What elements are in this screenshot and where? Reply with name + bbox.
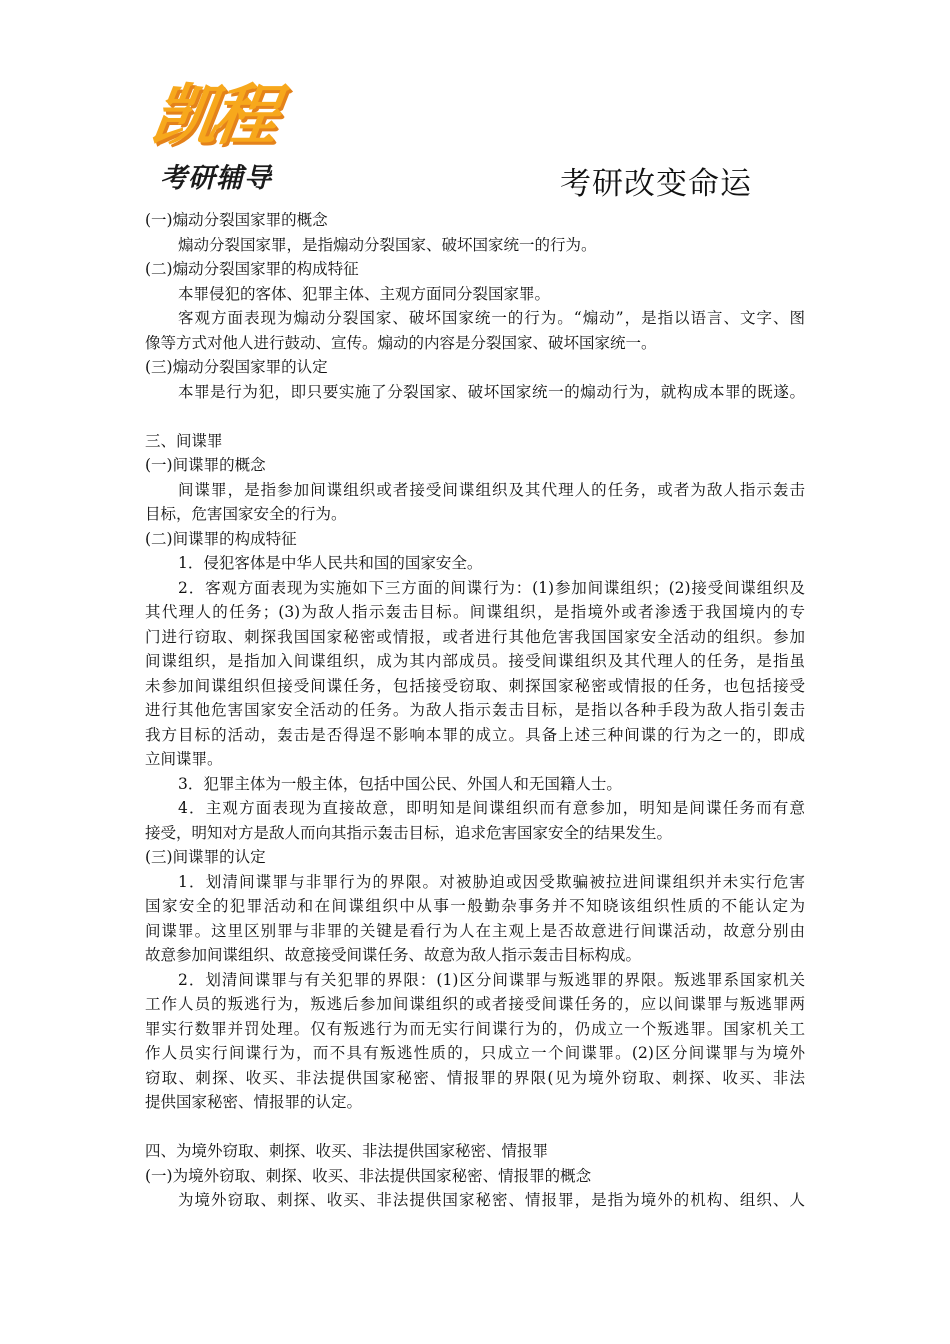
blank-line <box>145 404 805 429</box>
text-line: 本罪是行为犯，即只要实施了分裂国家、破坏国家统一的煽动行为，就构成本罪的既遂。 <box>178 382 805 401</box>
text-line: 2．划清间谍罪与有关犯罪的界限：(1)区分间谍罪与叛逃罪的界限。叛逃罪系国家机关 <box>178 970 805 989</box>
logo-brand-text: 凯程 <box>146 77 278 154</box>
text-line: 立间谍罪。 <box>145 750 223 768</box>
text-line: 四、为境外窃取、刺探、收买、非法提供国家秘密、情报罪 <box>145 1142 549 1160</box>
text-line: 间谍罪，是指参加间谍组织或者接受间谍组织及其代理人的任务，或者为敌人指示轰击 <box>178 480 805 499</box>
text-line: 像等方式对他人进行鼓动、宣传。煽动的内容是分裂国家、破坏国家统一。 <box>145 333 657 352</box>
text-line: 间谍罪。这里区别罪与非罪的关键是看行为人在主观上是否故意进行间谍活动，故意分别由 <box>145 921 805 940</box>
text-line: 作人员实行间谍行为，而不具有叛逃性质的，只成立一个间谍罪。(2)区分间谍罪与为境外 <box>145 1044 805 1062</box>
page-header <box>0 0 950 205</box>
text-line: 其代理人的任务；(3)为敌人指示轰击目标。间谍组织，是指境外或者渗透于我国境内的专 <box>145 603 805 621</box>
logo-emblem <box>148 78 308 162</box>
text-line: (一)间谍罪的概念 <box>145 456 266 474</box>
text-line: 未参加间谍组织但接受间谍任务，包括接受窃取、刺探国家秘密或情报的任务，也包括接受 <box>145 676 805 695</box>
text-line: 为境外窃取、刺探、收买、非法提供国家秘密、情报罪，是指为境外的机构、组织、人 <box>178 1191 805 1209</box>
text-line: 工作人员的叛逃行为，叛逃后参加间谍组织的或者接受间谍任务的，应以间谍罪与叛逃罪两 <box>145 995 805 1013</box>
text-line: 4．主观方面表现为直接故意，即明知是间谍组织而有意参加，明知是间谍任务而有意 <box>178 799 805 817</box>
text-line: (一)煽动分裂国家罪的概念 <box>145 211 328 229</box>
text-line: 提供国家秘密、情报罪的认定。 <box>145 1093 363 1111</box>
text-line: (三)煽动分裂国家罪的认定 <box>145 358 328 376</box>
text-line: (三)间谍罪的认定 <box>145 848 266 866</box>
text-line: 煽动分裂国家罪，是指煽动分裂国家、破坏国家统一的行为。 <box>178 235 597 254</box>
text-line: 间谍组织，是指加入间谍组织，成为其内部成员。接受间谍组织及其代理人的任务，是指虽 <box>145 652 805 670</box>
logo-subtitle: 考研辅导 <box>160 163 272 194</box>
text-line: 门进行窃取、刺探我国国家秘密或情报，或者进行其他危害我国国家安全活动的组织。参加 <box>145 627 805 646</box>
text-line: 本罪侵犯的客体、犯罪主体、主观方面同分裂国家罪。 <box>178 284 551 303</box>
text-line: (二)间谍罪的构成特征 <box>145 529 297 548</box>
text-line: 窃取、刺探、收买、非法提供国家秘密、情报罪的界限(见为境外窃取、刺探、收买、非法 <box>145 1068 805 1087</box>
text-line: 罪实行数罪并罚处理。仅有叛逃行为而无实行间谍行为的，仍成立一个叛逃罪。国家机关工 <box>145 1019 805 1038</box>
header-slogan: 考研改变命运 <box>560 166 752 202</box>
text-line: 进行其他危害国家安全活动的任务。为敌人指示轰击目标，是指以各种手段为敌人指引轰击 <box>145 701 805 719</box>
document-body <box>145 208 805 1213</box>
text-line: (一)为境外窃取、刺探、收买、非法提供国家秘密、情报罪的概念 <box>145 1166 592 1185</box>
text-line: 三、间谍罪 <box>145 431 223 450</box>
brand-logo <box>148 78 308 196</box>
text-line: 接受，明知对方是敌人而向其指示轰击目标，追求危害国家安全的结果发生。 <box>145 823 673 842</box>
blank-line <box>145 1115 805 1140</box>
text-line: 目标，危害国家安全的行为。 <box>145 505 347 523</box>
text-line: 客观方面表现为煽动分裂国家、破坏国家统一的行为。“煽动”，是指以语言、文字、图 <box>178 309 805 327</box>
text-line: 1．侵犯客体是中华人民共和国的国家安全。 <box>178 554 483 572</box>
text-line: 国家安全的犯罪活动和在间谍组织中从事一般勤杂事务并不知晓该组织性质的不能认定为 <box>145 897 805 915</box>
text-line: (二)煽动分裂国家罪的构成特征 <box>145 260 359 278</box>
text-line: 3．犯罪主体为一般主体，包括中国公民、外国人和无国籍人士。 <box>178 774 622 793</box>
text-line: 2．客观方面表现为实施如下三方面的间谍行为：(1)参加间谍组织；(2)接受间谍组织及 <box>178 578 805 597</box>
text-line: 1．划清间谍罪与非罪行为的界限。对被胁迫或因受欺骗被拉进间谍组织并未实行危害 <box>178 872 805 891</box>
text-line: 我方目标的活动，轰击是否得逞不影响本罪的成立。具备上述三种间谍的行为之一的，即成 <box>145 725 805 744</box>
text-line: 故意参加间谍组织、故意接受间谍任务、故意为敌人指示轰击目标构成。 <box>145 946 642 964</box>
